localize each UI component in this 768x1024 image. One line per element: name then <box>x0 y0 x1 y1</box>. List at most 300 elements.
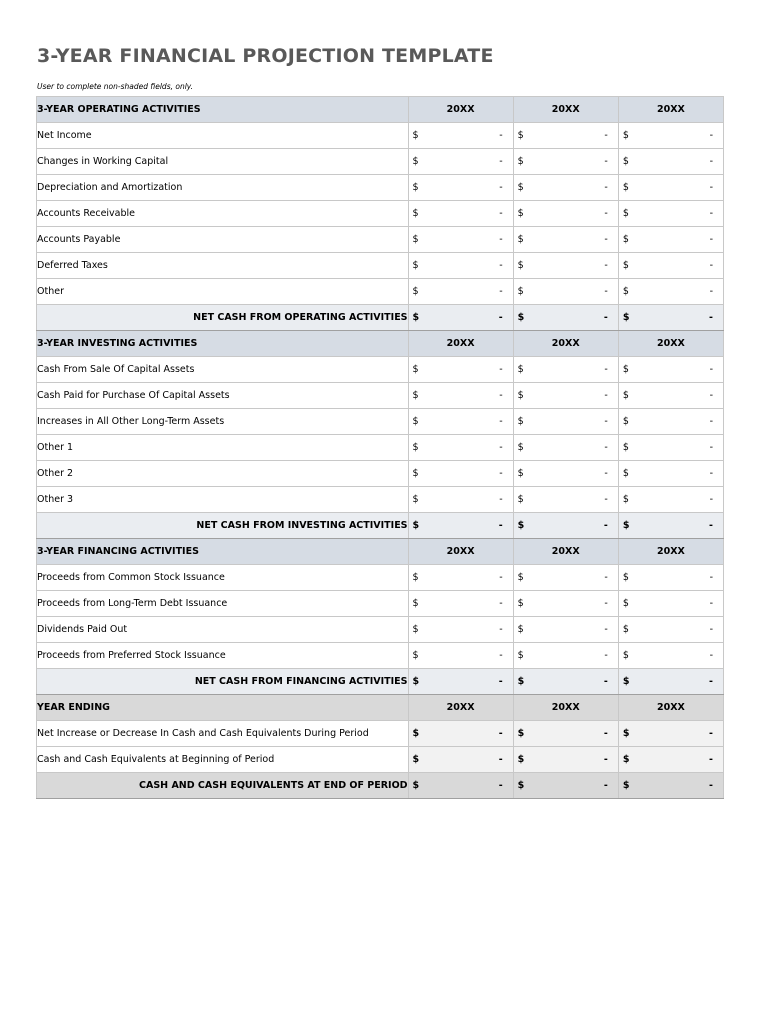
currency-symbol: $ <box>622 130 629 141</box>
currency-symbol: $ <box>622 182 629 193</box>
currency-symbol: $ <box>622 676 630 687</box>
table-row <box>37 383 724 409</box>
currency-symbol: $ <box>412 312 420 323</box>
currency-symbol: $ <box>622 780 630 791</box>
row-label: Net Increase or Decrease In Cash and Cash Equivalents During Period <box>37 721 409 747</box>
currency-symbol: $ <box>622 468 629 479</box>
value-cell[interactable] <box>513 409 618 435</box>
value-cell[interactable] <box>408 149 513 175</box>
cell-value: - <box>604 572 608 583</box>
cell-value: - <box>709 208 713 219</box>
value-cell[interactable] <box>618 149 723 175</box>
year-header: 20XX <box>513 539 618 565</box>
value-cell-content <box>409 416 513 427</box>
currency-symbol: $ <box>622 624 629 635</box>
value-cell-content <box>619 754 723 765</box>
value-cell[interactable] <box>408 409 513 435</box>
row-label: Cash and Cash Equivalents at Beginning of Period <box>37 747 409 773</box>
currency-symbol: $ <box>412 156 419 167</box>
value-cell[interactable] <box>513 565 618 591</box>
currency-symbol: $ <box>412 468 419 479</box>
value-cell-content <box>619 598 723 609</box>
value-cell[interactable] <box>513 617 618 643</box>
value-cell-content <box>619 494 723 505</box>
cell-value: - <box>499 624 503 635</box>
row-label: Dividends Paid Out <box>37 617 409 643</box>
table-row <box>37 201 724 227</box>
total-row <box>37 669 724 695</box>
value-cell-content <box>514 780 618 791</box>
value-cell[interactable] <box>408 175 513 201</box>
cell-value: - <box>709 520 713 531</box>
value-cell-content <box>619 208 723 219</box>
value-cell-content <box>514 650 618 661</box>
value-cell <box>618 721 723 747</box>
value-cell-content <box>619 780 723 791</box>
value-cell[interactable] <box>408 253 513 279</box>
value-cell-content <box>619 312 723 323</box>
year-header: 20XX <box>408 539 513 565</box>
currency-symbol: $ <box>517 312 525 323</box>
value-cell <box>513 773 618 799</box>
cell-value: - <box>499 286 503 297</box>
year-header: 20XX <box>513 331 618 357</box>
value-cell-content <box>409 780 513 791</box>
table-row <box>37 409 724 435</box>
value-cell[interactable] <box>408 201 513 227</box>
value-cell[interactable] <box>408 461 513 487</box>
value-cell[interactable] <box>408 435 513 461</box>
cell-value: - <box>709 468 713 479</box>
value-cell-content <box>409 156 513 167</box>
row-label: Other 3 <box>37 487 409 513</box>
value-cell <box>408 305 513 331</box>
year-header: 20XX <box>618 539 723 565</box>
value-cell-content <box>619 650 723 661</box>
cell-value: - <box>709 156 713 167</box>
currency-symbol: $ <box>622 728 630 739</box>
value-cell-content <box>619 520 723 531</box>
row-label: Other <box>37 279 409 305</box>
value-cell[interactable] <box>408 643 513 669</box>
total-label: NET CASH FROM FINANCING ACTIVITIES <box>37 669 409 695</box>
value-cell[interactable] <box>408 565 513 591</box>
row-label: Depreciation and Amortization <box>37 175 409 201</box>
table-row <box>37 643 724 669</box>
value-cell-content <box>619 676 723 687</box>
cell-value: - <box>499 598 503 609</box>
value-cell-content <box>619 572 723 583</box>
currency-symbol: $ <box>622 260 629 271</box>
currency-symbol: $ <box>412 130 419 141</box>
value-cell[interactable] <box>618 461 723 487</box>
value-cell-content <box>619 624 723 635</box>
cell-value: - <box>709 728 713 739</box>
currency-symbol: $ <box>622 286 629 297</box>
value-cell-content <box>409 520 513 531</box>
value-cell[interactable] <box>618 409 723 435</box>
value-cell-content <box>514 312 618 323</box>
currency-symbol: $ <box>622 234 629 245</box>
value-cell-content <box>409 754 513 765</box>
row-label: Other 2 <box>37 461 409 487</box>
value-cell[interactable] <box>618 227 723 253</box>
currency-symbol: $ <box>517 364 524 375</box>
currency-symbol: $ <box>622 312 630 323</box>
currency-symbol: $ <box>517 260 524 271</box>
total-label: NET CASH FROM OPERATING ACTIVITIES <box>37 305 409 331</box>
total-row <box>37 513 724 539</box>
cell-value: - <box>499 650 503 661</box>
value-cell <box>408 513 513 539</box>
currency-symbol: $ <box>517 754 525 765</box>
value-cell[interactable] <box>408 227 513 253</box>
table-row <box>37 123 724 149</box>
value-cell[interactable] <box>513 357 618 383</box>
value-cell-content <box>409 572 513 583</box>
value-cell <box>513 669 618 695</box>
value-cell[interactable] <box>618 201 723 227</box>
cell-value: - <box>709 780 713 791</box>
cell-value: - <box>709 312 713 323</box>
cell-value: - <box>498 312 503 323</box>
value-cell[interactable] <box>408 357 513 383</box>
cell-value: - <box>604 416 608 427</box>
year-header: 20XX <box>513 97 618 123</box>
table-row <box>37 227 724 253</box>
total-row <box>37 773 724 799</box>
value-cell[interactable] <box>618 383 723 409</box>
page-title: 3-YEAR FINANCIAL PROJECTION TEMPLATE <box>37 45 494 67</box>
year-header: 20XX <box>618 695 723 721</box>
value-cell-content <box>619 260 723 271</box>
cell-value: - <box>499 364 503 375</box>
currency-symbol: $ <box>517 130 524 141</box>
value-cell-content <box>409 598 513 609</box>
value-cell[interactable] <box>408 279 513 305</box>
value-cell[interactable] <box>618 487 723 513</box>
currency-symbol: $ <box>517 156 524 167</box>
value-cell-content <box>514 364 618 375</box>
value-cell-content <box>514 468 618 479</box>
currency-symbol: $ <box>622 364 629 375</box>
value-cell-content <box>619 442 723 453</box>
cell-value: - <box>499 130 503 141</box>
value-cell-content <box>619 234 723 245</box>
cell-value: - <box>604 156 608 167</box>
cell-value: - <box>709 286 713 297</box>
value-cell-content <box>409 442 513 453</box>
currency-symbol: $ <box>517 468 524 479</box>
cell-value: - <box>499 390 503 401</box>
value-cell[interactable] <box>513 487 618 513</box>
currency-symbol: $ <box>622 208 629 219</box>
currency-symbol: $ <box>517 650 524 661</box>
value-cell[interactable] <box>513 227 618 253</box>
currency-symbol: $ <box>517 780 525 791</box>
value-cell-content <box>409 208 513 219</box>
cell-value: - <box>709 494 713 505</box>
value-cell-content <box>409 624 513 635</box>
value-cell[interactable] <box>408 617 513 643</box>
value-cell-content <box>409 676 513 687</box>
value-cell-content <box>409 728 513 739</box>
currency-symbol: $ <box>517 520 525 531</box>
value-cell-content <box>409 260 513 271</box>
currency-symbol: $ <box>622 494 629 505</box>
currency-symbol: $ <box>412 624 419 635</box>
value-cell-content <box>514 286 618 297</box>
value-cell[interactable] <box>618 175 723 201</box>
value-cell-content <box>409 390 513 401</box>
value-cell <box>513 747 618 773</box>
cell-value: - <box>604 598 608 609</box>
value-cell[interactable] <box>513 383 618 409</box>
value-cell[interactable] <box>513 123 618 149</box>
value-cell[interactable] <box>408 383 513 409</box>
section-header-row <box>37 695 724 721</box>
currency-symbol: $ <box>412 754 420 765</box>
value-cell[interactable] <box>618 565 723 591</box>
currency-symbol: $ <box>412 390 419 401</box>
value-cell-content <box>409 182 513 193</box>
value-cell[interactable] <box>513 149 618 175</box>
value-cell <box>618 773 723 799</box>
cell-value: - <box>709 598 713 609</box>
cell-value: - <box>499 442 503 453</box>
table-row <box>37 721 724 747</box>
section-header: 3-YEAR OPERATING ACTIVITIES <box>37 97 409 123</box>
cell-value: - <box>498 728 503 739</box>
cell-value: - <box>499 416 503 427</box>
value-cell <box>408 669 513 695</box>
cell-value: - <box>499 572 503 583</box>
cell-value: - <box>604 130 608 141</box>
table-row <box>37 175 724 201</box>
table-row <box>37 487 724 513</box>
cell-value: - <box>499 468 503 479</box>
value-cell[interactable] <box>618 591 723 617</box>
value-cell[interactable] <box>618 253 723 279</box>
table-row <box>37 747 724 773</box>
total-row <box>37 305 724 331</box>
currency-symbol: $ <box>412 208 419 219</box>
cell-value: - <box>709 442 713 453</box>
currency-symbol: $ <box>412 728 420 739</box>
cell-value: - <box>603 780 608 791</box>
value-cell[interactable] <box>408 123 513 149</box>
total-label: NET CASH FROM INVESTING ACTIVITIES <box>37 513 409 539</box>
currency-symbol: $ <box>517 286 524 297</box>
year-header: 20XX <box>408 331 513 357</box>
year-header: 20XX <box>408 695 513 721</box>
section-header: 3-YEAR INVESTING ACTIVITIES <box>37 331 409 357</box>
cell-value: - <box>709 390 713 401</box>
cell-value: - <box>498 754 503 765</box>
cell-value: - <box>709 364 713 375</box>
value-cell[interactable] <box>513 175 618 201</box>
value-cell[interactable] <box>618 123 723 149</box>
cell-value: - <box>499 234 503 245</box>
cell-value: - <box>604 442 608 453</box>
cell-value: - <box>709 234 713 245</box>
value-cell[interactable] <box>513 461 618 487</box>
value-cell-content <box>514 494 618 505</box>
year-header: 20XX <box>513 695 618 721</box>
currency-symbol: $ <box>517 442 524 453</box>
value-cell-content <box>409 468 513 479</box>
year-header: 20XX <box>618 331 723 357</box>
currency-symbol: $ <box>412 260 419 271</box>
section-header-row <box>37 539 724 565</box>
cell-value: - <box>499 208 503 219</box>
row-label: Increases in All Other Long-Term Assets <box>37 409 409 435</box>
total-label: CASH AND CASH EQUIVALENTS AT END OF PERIOD <box>37 773 409 799</box>
section-header-row <box>37 97 724 123</box>
currency-symbol: $ <box>622 442 629 453</box>
value-cell-content <box>619 364 723 375</box>
value-cell[interactable] <box>618 643 723 669</box>
cell-value: - <box>498 780 503 791</box>
table-row <box>37 565 724 591</box>
currency-symbol: $ <box>412 182 419 193</box>
value-cell[interactable] <box>513 643 618 669</box>
value-cell-content <box>514 208 618 219</box>
cell-value: - <box>499 260 503 271</box>
value-cell-content <box>409 494 513 505</box>
currency-symbol: $ <box>517 572 524 583</box>
value-cell-content <box>514 754 618 765</box>
row-label: Net Income <box>37 123 409 149</box>
section-header: YEAR ENDING <box>37 695 409 721</box>
table-row <box>37 253 724 279</box>
value-cell-content <box>514 728 618 739</box>
value-cell[interactable] <box>618 279 723 305</box>
value-cell-content <box>409 650 513 661</box>
value-cell-content <box>514 624 618 635</box>
cell-value: - <box>603 676 608 687</box>
table-row <box>37 279 724 305</box>
row-label: Proceeds from Long-Term Debt Issuance <box>37 591 409 617</box>
year-header: 20XX <box>618 97 723 123</box>
value-cell-content <box>409 234 513 245</box>
value-cell <box>618 305 723 331</box>
currency-symbol: $ <box>412 676 420 687</box>
value-cell <box>513 513 618 539</box>
table-row <box>37 591 724 617</box>
value-cell-content <box>514 260 618 271</box>
row-label: Cash From Sale Of Capital Assets <box>37 357 409 383</box>
value-cell-content <box>409 364 513 375</box>
row-label: Cash Paid for Purchase Of Capital Assets <box>37 383 409 409</box>
value-cell[interactable] <box>513 279 618 305</box>
value-cell-content <box>619 286 723 297</box>
currency-symbol: $ <box>412 364 419 375</box>
currency-symbol: $ <box>412 416 419 427</box>
currency-symbol: $ <box>412 598 419 609</box>
cell-value: - <box>709 676 713 687</box>
value-cell[interactable] <box>408 591 513 617</box>
value-cell-content <box>514 234 618 245</box>
value-cell-content <box>619 728 723 739</box>
value-cell[interactable] <box>618 357 723 383</box>
currency-symbol: $ <box>517 390 524 401</box>
cell-value: - <box>603 312 608 323</box>
currency-symbol: $ <box>622 754 630 765</box>
currency-symbol: $ <box>412 494 419 505</box>
currency-symbol: $ <box>622 650 629 661</box>
cell-value: - <box>604 208 608 219</box>
value-cell <box>408 773 513 799</box>
value-cell-content <box>409 312 513 323</box>
cell-value: - <box>604 286 608 297</box>
value-cell <box>513 721 618 747</box>
cell-value: - <box>709 624 713 635</box>
currency-symbol: $ <box>622 598 629 609</box>
value-cell[interactable] <box>618 435 723 461</box>
value-cell[interactable] <box>408 487 513 513</box>
value-cell-content <box>514 390 618 401</box>
value-cell[interactable] <box>513 201 618 227</box>
value-cell <box>408 721 513 747</box>
value-cell-content <box>619 468 723 479</box>
value-cell[interactable] <box>618 617 723 643</box>
table-row <box>37 461 724 487</box>
cell-value: - <box>603 754 608 765</box>
currency-symbol: $ <box>622 572 629 583</box>
currency-symbol: $ <box>622 520 630 531</box>
cell-value: - <box>498 520 503 531</box>
cell-value: - <box>604 494 608 505</box>
row-label: Other 1 <box>37 435 409 461</box>
row-label: Accounts Receivable <box>37 201 409 227</box>
row-label: Deferred Taxes <box>37 253 409 279</box>
cell-value: - <box>499 156 503 167</box>
value-cell <box>618 513 723 539</box>
table-row <box>37 357 724 383</box>
value-cell <box>618 747 723 773</box>
row-label: Changes in Working Capital <box>37 149 409 175</box>
currency-symbol: $ <box>622 416 629 427</box>
value-cell-content <box>514 442 618 453</box>
cell-value: - <box>709 260 713 271</box>
value-cell[interactable] <box>513 253 618 279</box>
value-cell-content <box>409 130 513 141</box>
currency-symbol: $ <box>412 234 419 245</box>
value-cell-content <box>409 286 513 297</box>
currency-symbol: $ <box>517 234 524 245</box>
value-cell[interactable] <box>513 435 618 461</box>
currency-symbol: $ <box>517 676 525 687</box>
value-cell-content <box>514 520 618 531</box>
instruction-note: User to complete non-shaded fields, only. <box>37 82 194 91</box>
currency-symbol: $ <box>412 780 420 791</box>
value-cell[interactable] <box>513 591 618 617</box>
currency-symbol: $ <box>412 520 420 531</box>
cell-value: - <box>604 234 608 245</box>
row-label: Proceeds from Common Stock Issuance <box>37 565 409 591</box>
cell-value: - <box>604 364 608 375</box>
cell-value: - <box>709 130 713 141</box>
row-label: Proceeds from Preferred Stock Issuance <box>37 643 409 669</box>
value-cell-content <box>514 130 618 141</box>
currency-symbol: $ <box>412 650 419 661</box>
cell-value: - <box>499 494 503 505</box>
value-cell-content <box>514 182 618 193</box>
currency-symbol: $ <box>412 442 419 453</box>
cell-value: - <box>709 572 713 583</box>
value-cell-content <box>619 416 723 427</box>
